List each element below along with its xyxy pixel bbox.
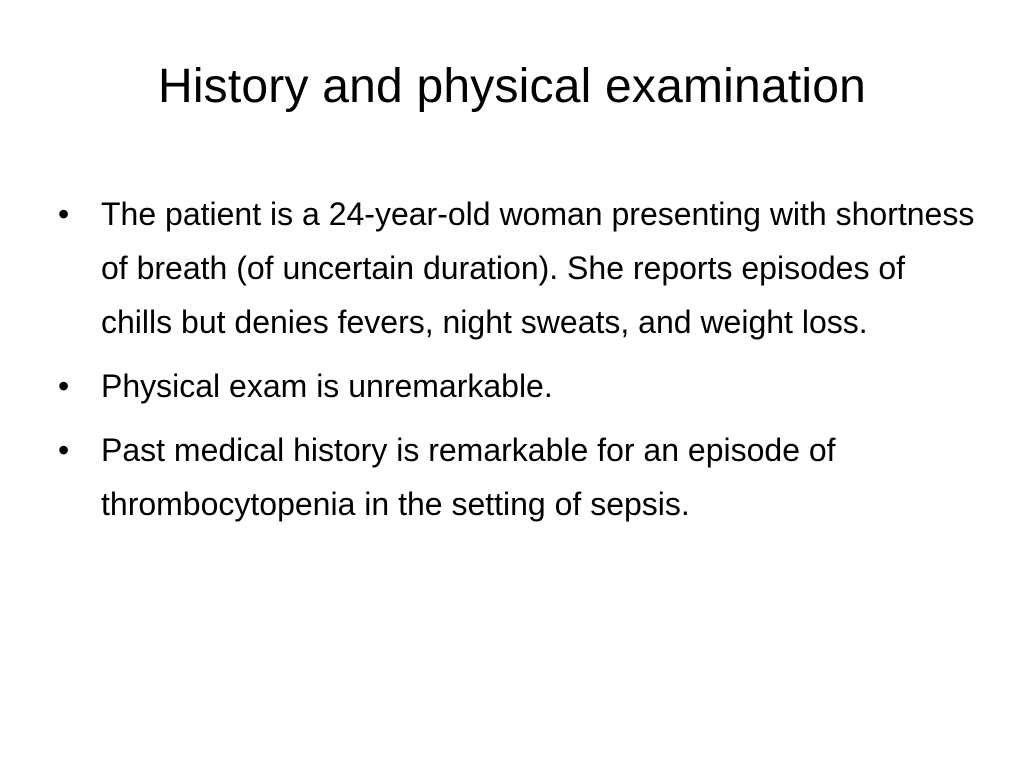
bullet-list	[58, 187, 978, 541]
bullet-icon: •	[58, 368, 70, 404]
bullet-item-physical-exam	[58, 359, 978, 413]
bullet-text-history: The patient is a 24-year-old woman presenting with shortness of breath (of uncertain duration). She reports episodes of chills but denies fevers, night sweats, and weight loss.	[101, 196, 975, 340]
bullet-text-physical-exam: Physical exam is unremarkable.	[101, 368, 553, 404]
bullet-item-history	[58, 187, 978, 349]
bullet-icon: •	[58, 432, 70, 468]
bullet-item-past-medical-history	[58, 423, 978, 531]
bullet-icon: •	[58, 196, 70, 232]
slide-title: History and physical examination	[157, 60, 867, 113]
bullet-text-past-medical-history: Past medical history is remarkable for an episode of thrombocytopenia in the setting of sepsis.	[101, 432, 836, 522]
